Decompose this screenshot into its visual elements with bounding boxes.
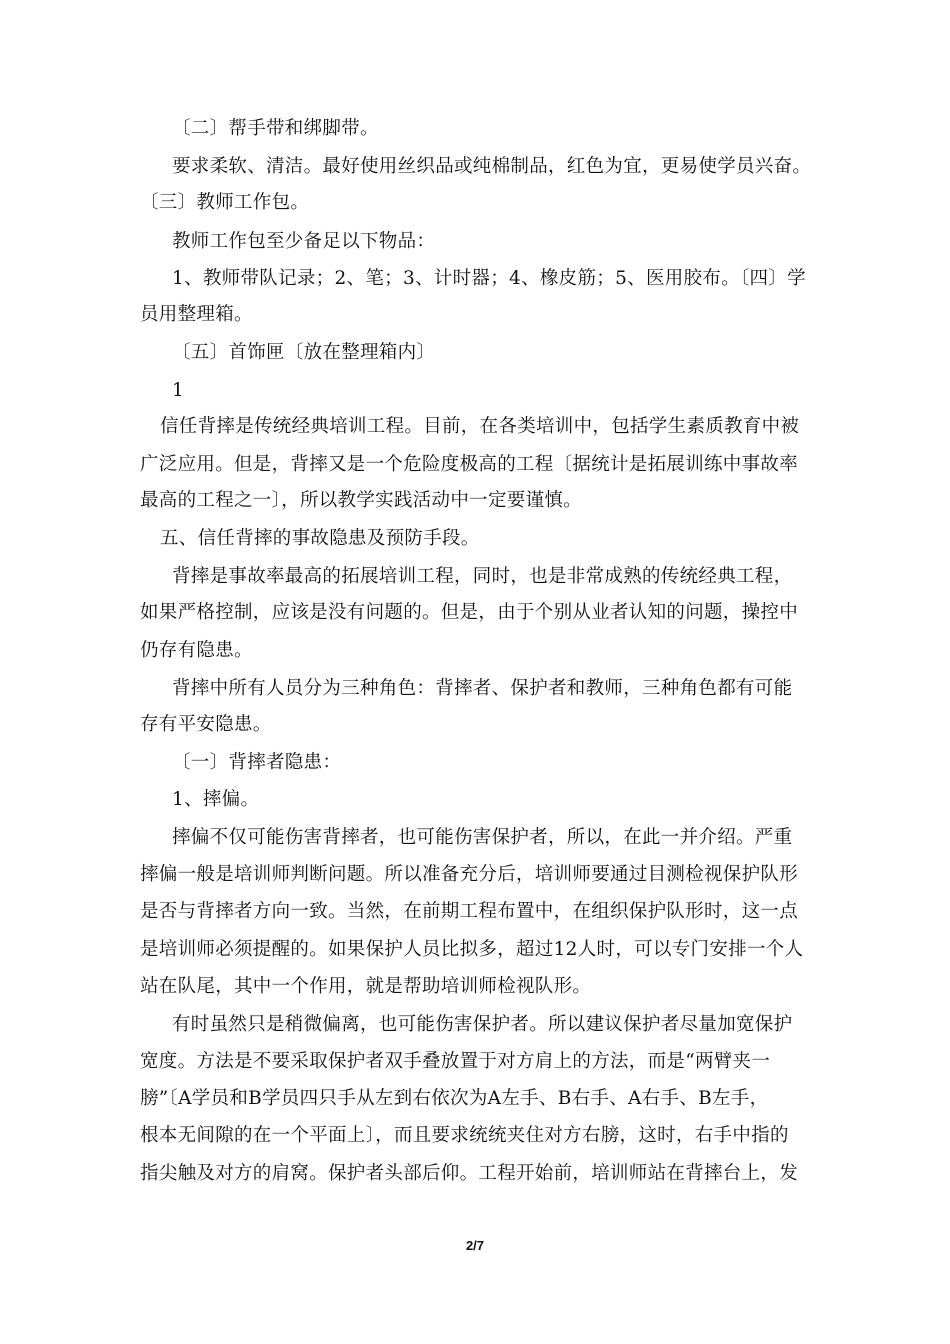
text-line: 〔一〕背摔者隐患： (172, 752, 342, 773)
text-line: 站在队尾，其中一个作用，就是帮助培训师检视队形。 (140, 976, 592, 997)
text-line: 膀”〔A学员和B学员四只手从左到右依次为A左手、B右手、A右手、B左手， (140, 1088, 769, 1109)
text-line: 仍存有隐患。 (140, 640, 253, 661)
text-line: 最高的工程之一〕，所以教学实践活动中一定要谨慎。 (140, 490, 582, 511)
text-line: 摔偏不仅可能伤害背摔者，也可能伤害保护者，所以，在此一并介绍。严重 (172, 827, 793, 848)
text-line: 1、摔偏。 (172, 789, 260, 810)
text-line: 〔二〕帮手带和绑脚带。 (172, 118, 379, 139)
text-line: 是否与背摔者方向一致。当然，在前期工程布置中，在组织保护队形时，这一点 (140, 901, 799, 922)
text-line: 1、教师带队记录；2、笔；3、计时器；4、橡皮筋；5、医用胶布。〔四〕学 (172, 268, 806, 289)
text-line: 背摔中所有人员分为三种角色：背摔者、保护者和教师，三种角色都有可能 (172, 678, 793, 699)
text-line: 存有平安隐患。 (140, 714, 272, 735)
text-line: 员用整理箱。 (140, 304, 253, 325)
text-line: 根本无间隙的在一个平面上〕，而且要求统统夹住对方右膀，这时，右手中指的 (140, 1125, 789, 1146)
text-line: 五、信任背摔的事故隐患及预防手段。 (160, 528, 480, 549)
text-line: 要求柔软、清洁。最好使用丝织品或纯棉制品，红色为宜，更易使学员兴奋。 (172, 156, 812, 177)
text-line: 1 (172, 380, 185, 401)
page-number: 2/7 (465, 1238, 485, 1253)
text-line: 〔五〕首饰匣〔放在整理箱内〕 (172, 342, 436, 363)
text-line: 背摔是事故率最高的拓展培训工程，同时，也是非常成熟的传统经典工程， (172, 566, 793, 587)
text-line: 摔偏一般是培训师判断问题。所以准备充分后，培训师要通过目测检视保护队形 (140, 864, 799, 885)
text-line: 教师工作包至少备足以下物品： (172, 231, 436, 252)
text-line: 〔三〕教师工作包。 (140, 192, 310, 213)
text-line: 有时虽然只是稍微偏离，也可能伤害保护者。所以建议保护者尽量加宽保护 (172, 1014, 793, 1035)
text-line: 宽度。方法是不要采取保护者双手叠放置于对方肩上的方法，而是“两臂夹一 (140, 1051, 771, 1072)
text-line: 如果严格控制，应该是没有问题的。但是，由于个别从业者认知的问题，操控中 (140, 602, 799, 623)
text-line: 广泛应用。但是，背摔又是一个危险度极高的工程〔据统计是拓展训练中事故率 (140, 454, 799, 475)
text-line: 指尖触及对方的肩窝。保护者头部后仰。工程开始前，培训师站在背摔台上，发 (140, 1163, 799, 1184)
text-line: 是培训师必须提醒的。如果保护人员比拟多，超过12人时，可以专门安排一个人 (140, 939, 804, 960)
text-line: 信任背摔是传统经典培训工程。目前，在各类培训中，包括学生素质教育中被 (160, 416, 800, 437)
